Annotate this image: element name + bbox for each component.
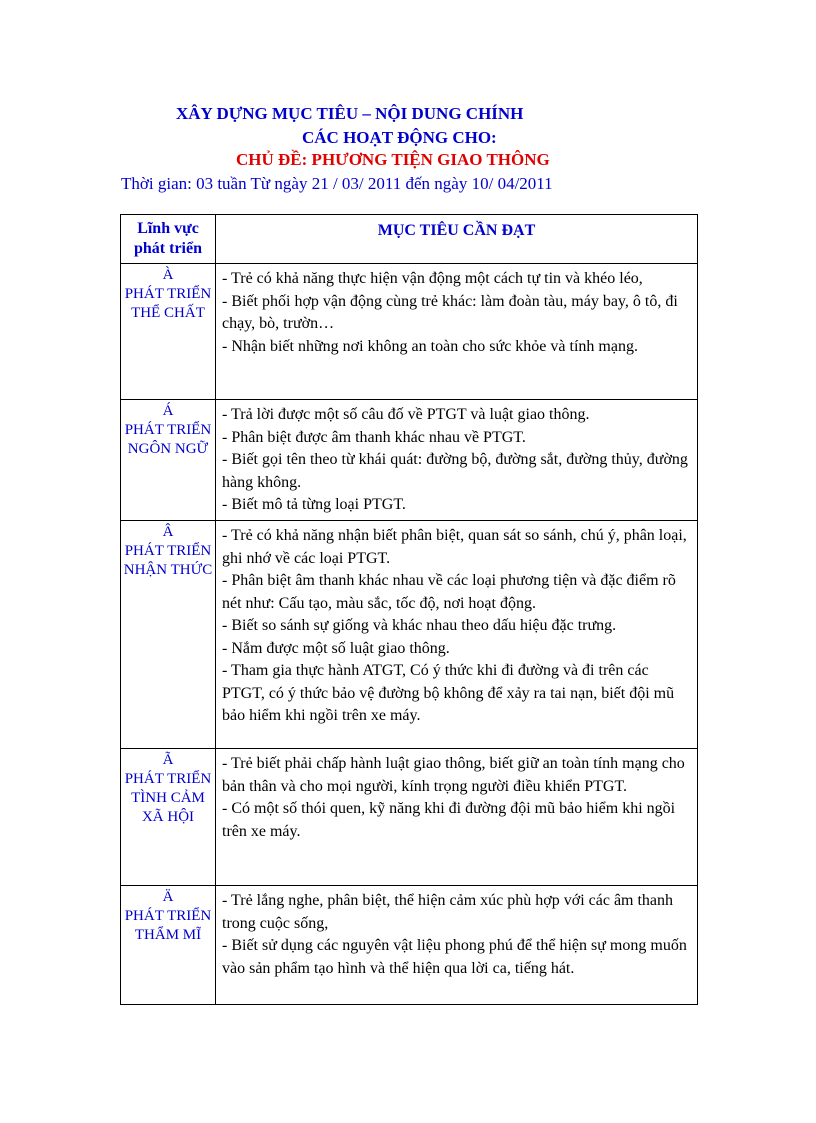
doc-title-line1: XÂY DỰNG MỤC TIÊU – NỘI DUNG CHÍNH	[176, 104, 524, 123]
doc-title-line2: CÁC HOẠT ĐỘNG CHO:	[302, 128, 497, 147]
table-row	[121, 264, 698, 400]
goal-item: - Trẻ có khả năng thực hiện vận động một cách tự tin và khéo léo,	[222, 270, 643, 287]
field-name: PHÁT TRIỂN TÌNH CẢM XÃ HỘI	[124, 771, 212, 825]
topic-title: CHỦ ĐỀ: PHƯƠNG TIỆN GIAO THÔNG	[236, 150, 550, 169]
field-name: PHÁT TRIỂN NHẬN THỨC	[123, 543, 213, 578]
field-marker: À	[162, 267, 174, 283]
field-cell	[121, 521, 216, 749]
field-marker: Á	[162, 403, 174, 419]
field-marker: Â	[162, 524, 174, 540]
goals-cell	[216, 886, 698, 1005]
table-row	[121, 886, 698, 1005]
time-range: Thời gian: 03 tuần Từ ngày 21 / 03/ 2011 đến ngày 10/ 04/2011	[121, 174, 553, 193]
field-name: PHÁT TRIỂN NGÔN NGỮ	[124, 422, 212, 457]
header-field: Lĩnh vực phát triển	[121, 215, 216, 264]
goal-item: - Tham gia thực hành ATGT, Có ý thức khi đi đường và đi trên các PTGT, có ý thức bảo vệ đường bộ không để xảy ra tai nạn, biết đội mũ bảo hiểm khi ngồi trên xe máy.	[222, 662, 675, 724]
goal-item: - Biết sử dụng các nguyên vật liệu phong phú để thể hiện sự mong muốn vào sản phẩm tạo hình và thể hiện qua lời ca, tiếng hát.	[222, 937, 687, 977]
goal-item: - Trẻ lắng nghe, phân biệt, thể hiện cảm xúc phù hợp với các âm thanh trong cuộc sống,	[222, 892, 674, 932]
header-goals: MỤC TIÊU CẦN ĐẠT	[216, 215, 698, 264]
goal-item: - Biết gọi tên theo từ khái quát: đường bộ, đường sắt, đường thủy, đường hàng không.	[222, 451, 688, 491]
table-header-row	[121, 215, 698, 264]
field-name: PHÁT TRIỂN THỂ CHẤT	[124, 286, 212, 321]
goal-item: - Trả lời được một số câu đố về PTGT và luật giao thông.	[222, 406, 590, 423]
table-row	[121, 749, 698, 886]
table-row	[121, 400, 698, 521]
field-cell	[121, 264, 216, 400]
field-name: PHÁT TRIỂN THẨM MĨ	[124, 908, 212, 943]
goals-cell	[216, 264, 698, 400]
goal-item: - Biết so sánh sự giống và khác nhau theo dấu hiệu đặc trưng.	[222, 617, 617, 634]
field-cell	[121, 749, 216, 886]
field-marker: Ã	[162, 752, 174, 768]
goals-cell	[216, 749, 698, 886]
goal-item: - Trẻ có khả năng nhận biết phân biệt, quan sát so sánh, chú ý, phân loại, ghi nhớ về các loại PTGT.	[222, 527, 687, 567]
goal-item: - Có một số thói quen, kỹ năng khi đi đường đội mũ bảo hiểm khi ngồi trên xe máy.	[222, 800, 676, 840]
goal-item: - Nắm được một số luật giao thông.	[222, 639, 450, 657]
goal-item: - Biết phối hợp vận động cùng trẻ khác: làm đoàn tàu, máy bay, ô tô, đi chạy, bò, trườn…	[222, 292, 678, 332]
field-cell	[121, 400, 216, 521]
goal-item: - Biết mô tả từng loại PTGT.	[222, 496, 406, 513]
field-cell	[121, 886, 216, 1005]
goals-cell	[216, 400, 698, 521]
table-row	[121, 521, 698, 749]
goal-item: - Phân biệt âm thanh khác nhau về các loại phương tiện và đặc điểm rõ nét như: Cấu tạo, màu sắc, tốc độ, nơi hoạt động.	[222, 572, 676, 612]
goal-item: - Nhận biết những nơi không an toàn cho sức khỏe và tính mạng.	[222, 337, 638, 355]
goals-cell	[216, 521, 698, 749]
goal-item: - Phân biệt được âm thanh khác nhau về PTGT.	[222, 428, 526, 446]
goals-table	[120, 214, 698, 1005]
goal-item: - Trẻ biết phải chấp hành luật giao thông, biết giữ an toàn tính mạng cho bản thân và cho mọi người, kính trọng người điều khiển PTGT.	[222, 755, 685, 795]
field-marker: Ä	[162, 889, 174, 905]
